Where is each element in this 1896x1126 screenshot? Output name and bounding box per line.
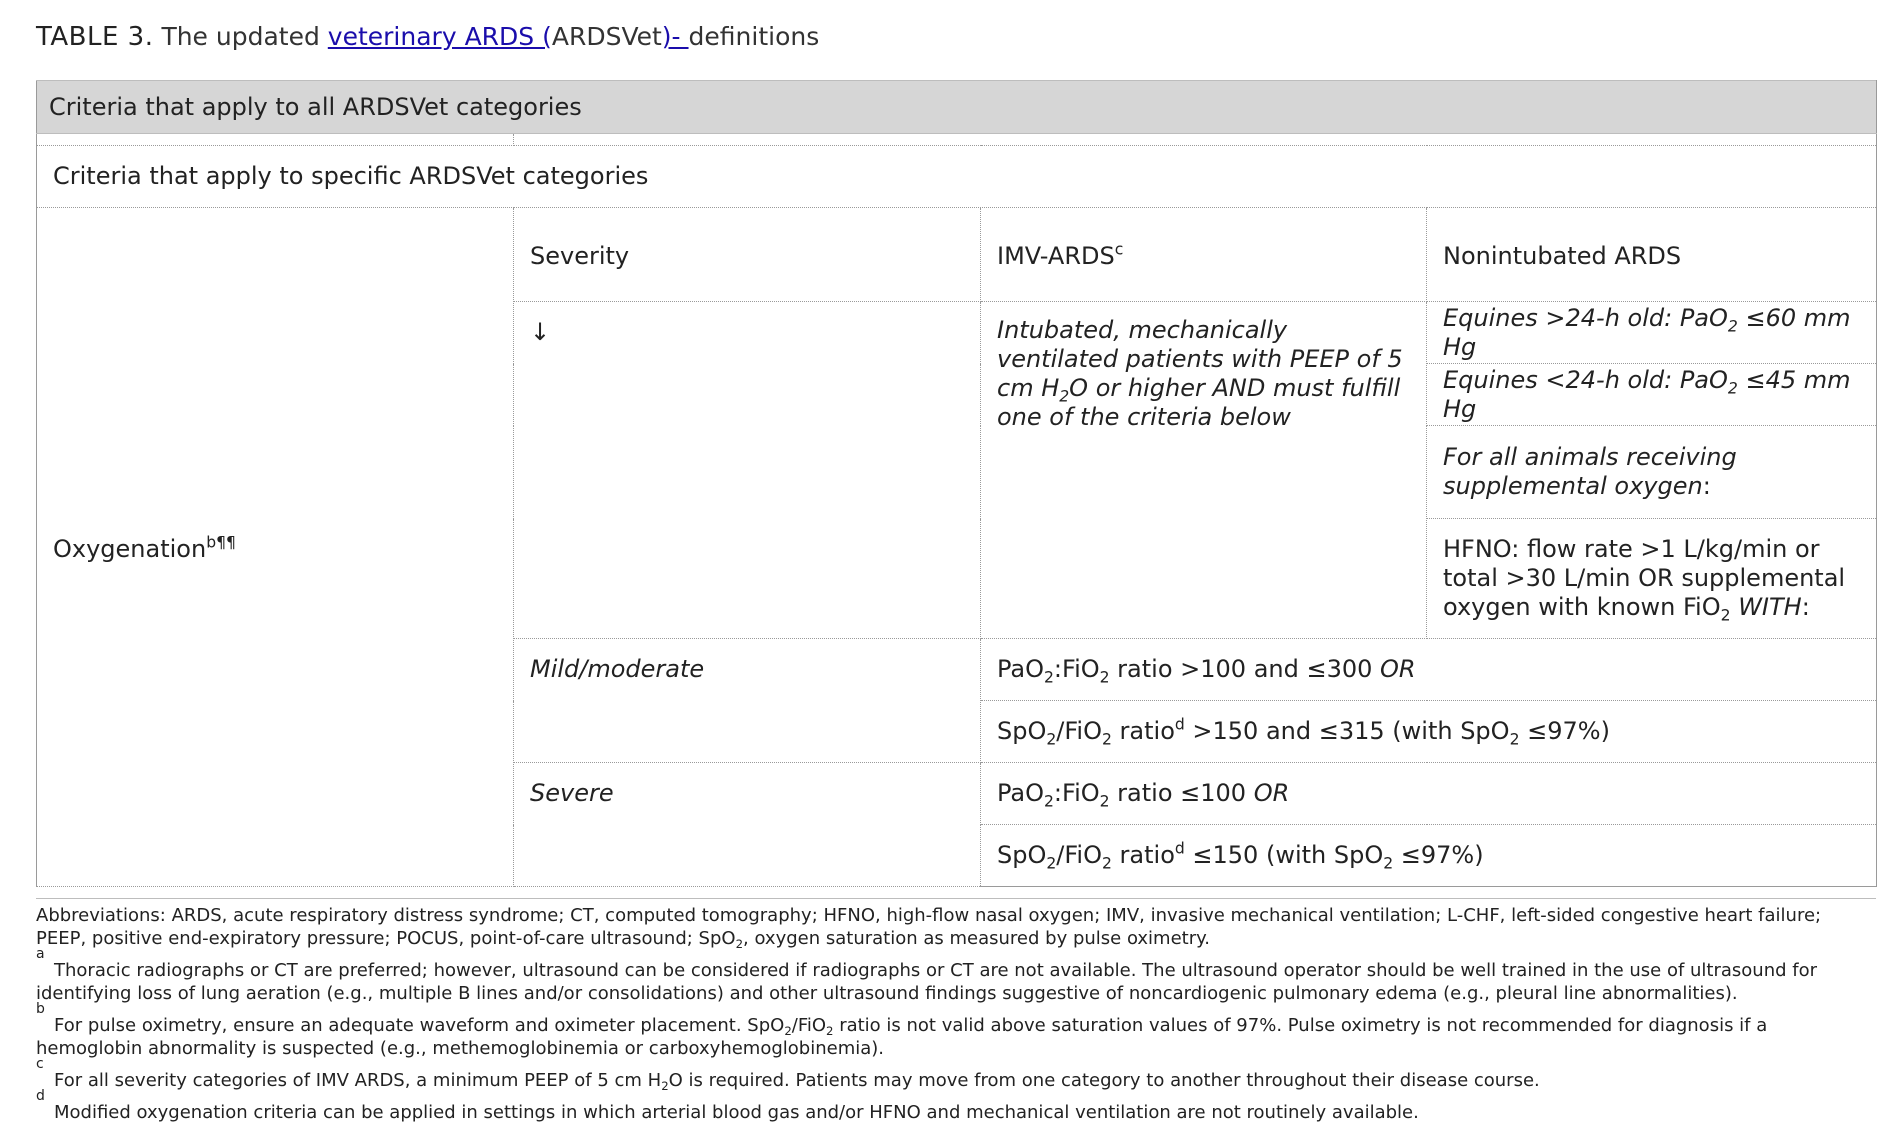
veterinary-ards-link[interactable]: veterinary ARDS ( — [327, 22, 552, 51]
footnote-b: b For pulse oximetry, ensure an adequate waveform and oximeter placement. SpO$_2$/FiO$_2$ ratio is not valid above saturation values of 97%. Pulse oximetry is not recommended for diagnosis if a hemoglobin abnormality is suspected (e.g., methemoglobinemia or carboxyhemoglobinemia). — [36, 1005, 1876, 1060]
mild-spo2-criteria: SpO$_2$/FiO$_2$ ratio$^d$ >150 and ≤315 (with SpO$_2$ ≤97%) — [981, 701, 1877, 763]
caption-suffix: definitions — [688, 22, 820, 51]
caption-prefix: The updated — [161, 22, 320, 51]
severe-spo2-criteria: SpO$_2$/FiO$_2$ ratio$^d$ ≤150 (with SpO$_2$ ≤97%) — [981, 825, 1877, 887]
nonintubated-ards-column-header: Nonintubated ARDS — [1427, 208, 1877, 302]
footnote-abbreviations: Abbreviations: ARDS, acute respiratory distress syndrome; CT, computed tomography; HFNO, high-flow nasal oxygen; IMV, invasive mechanical ventilation; L-CHF, left-sided congestive heart failure; PEEP, positive end-expiratory pressure; POCUS, point-of-care ultrasound; SpO$_2$, oxygen saturation as measured by pulse oximetry. — [36, 905, 1822, 952]
table-label: TABLE 3. — [36, 22, 154, 52]
footnote-d: d Modified oxygenation criteria can be applied in settings in which arterial blood gas and/or HFNO and mechanical ventilation are not routinely available. — [36, 1092, 1876, 1124]
table-footnotes — [36, 904, 1876, 1124]
imv-ards-column-header: IMV-ARDS$^c$ — [981, 208, 1427, 302]
caption-middle: ARDSVet — [551, 22, 662, 51]
oxygenation-row-label: Oxygenation$^{b\P\P}$ — [37, 208, 514, 887]
footnote-mark-c: c — [36, 1056, 44, 1072]
footnote-divider — [36, 898, 1876, 899]
imv-criteria: Intubated, mechanically ventilated patients with PEEP of 5 cm $H_2O$ or higher AND must fulfill one of the criteria below — [981, 302, 1427, 639]
equines-older-criteria: Equines >24-h old: PaO$_2$ ≤60 mm Hg — [1427, 302, 1877, 364]
footnote-a: a Thoracic radiographs or CT are preferred; however, ultrasound can be considered if radiographs or CT are not available. The ultrasound operator should be well trained in the use of ultrasound for identifying loss of lung aeration (e.g., multiple B lines and/or consolidations) and other ultrasound findings suggestive of noncardiogenic pulmonary edema (e.g., pleural line abnormalities). — [36, 950, 1876, 1005]
mild-pao2-criteria: PaO$_2$:FiO$_2$ ratio >100 and ≤300 OR — [981, 639, 1877, 701]
footnote-mark-b: b — [36, 1001, 45, 1017]
equines-younger-criteria: Equines <24-h old: PaO$_2$ ≤45 mm Hg — [1427, 364, 1877, 426]
header-specific-categories: Criteria that apply to specific ARDSVet categories — [37, 146, 1877, 208]
severity-column-header: Severity — [514, 208, 981, 302]
header-all-categories: Criteria that apply to all ARDSVet categories — [37, 81, 1877, 134]
footnote-c: c For all severity categories of IMV ARDS, a minimum PEEP of 5 cm $H_2O$ is required. Patients may move from one category to another throughout their disease course. — [36, 1060, 1876, 1092]
table-caption — [36, 22, 819, 52]
severity-arrow: ↓ — [514, 302, 981, 639]
ardsvet-table — [36, 80, 1877, 887]
ardsvet-link[interactable]: )- — [661, 22, 689, 51]
severity-severe: Severe — [514, 763, 981, 887]
severe-pao2-criteria: PaO$_2$:FiO$_2$ ratio ≤100 OR — [981, 763, 1877, 825]
severity-mild-moderate: Mild/moderate — [514, 639, 981, 763]
footnote-mark-a: a — [36, 946, 45, 962]
hfno-criteria: HFNO: flow rate >1 L/kg/min or total >30 L/min OR supplemental oxygen with known FiO$_2$ WITH: — [1427, 519, 1877, 639]
footnote-mark-d: d — [36, 1088, 45, 1104]
all-animals-criteria: For all animals receiving supplemental oxygen: — [1427, 426, 1877, 519]
